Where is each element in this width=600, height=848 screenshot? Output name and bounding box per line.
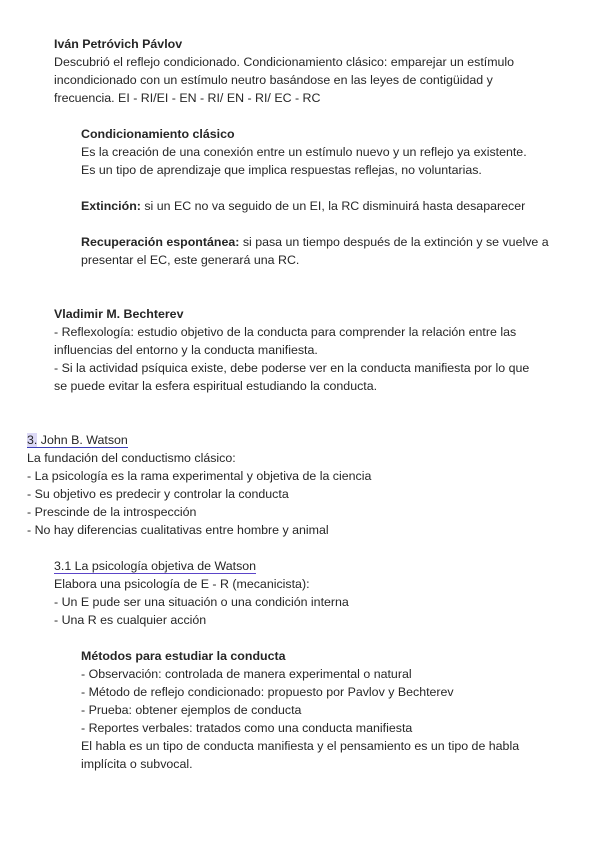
watson-line: - Su objetivo es predecir y controlar la conducta	[27, 487, 289, 501]
watson-subsection-heading: 3.1 La psicología objetiva de Watson	[54, 559, 257, 573]
extinction-paragraph	[81, 197, 525, 215]
methods-line: - Reportes verbales: tratados como una conducta manifiesta	[81, 721, 413, 735]
bechterev-heading: Vladimir M. Bechterev	[54, 307, 184, 321]
methods-line: El habla es un tipo de conducta manifiesta y el pensamiento es un tipo de habla	[81, 739, 520, 753]
recovery-text: si pasa un tiempo después de la extinción y se vuelve a	[239, 235, 549, 249]
watson-line: - No hay diferencias cualitativas entre hombre y animal	[27, 523, 329, 537]
classic-conditioning-line: Es un tipo de aprendizaje que implica respuestas reflejas, no voluntarias.	[81, 163, 482, 177]
bechterev-line: se puede evitar la esfera espiritual estudiando la conducta.	[54, 379, 378, 393]
extinction-text: si un EC no va seguido de un EI, la RC disminuirá hasta desaparecer	[140, 199, 526, 213]
methods-line: - Prueba: obtener ejemplos de conducta	[81, 703, 302, 717]
recovery-label: Recuperación espontánea:	[81, 235, 240, 249]
watson-heading	[27, 431, 371, 449]
pavlov-desc-line: Descubrió el reflejo condicionado. Condicionamiento clásico: emparejar un estímulo	[54, 55, 515, 69]
bechterev-line: - Reflexología: estudio objetivo de la conducta para comprender la relación entre las	[54, 325, 517, 339]
bechterev-section	[54, 305, 529, 395]
methods-line: implícita o subvocal.	[81, 757, 193, 771]
methods-line: - Método de reflejo condicionado: propuesto por Pavlov y Bechterev	[81, 685, 454, 699]
bechterev-line: influencias del entorno y la conducta manifiesta.	[54, 343, 318, 357]
watson-section	[27, 431, 371, 539]
classic-conditioning-section	[81, 125, 527, 179]
watson-line: La fundación del conductismo clásico:	[27, 451, 236, 465]
bechterev-line: - Si la actividad psíquica existe, debe poderse ver en la conducta manifiesta por lo que	[54, 361, 530, 375]
recovery-text-cont: presentar el EC, este generará una RC.	[81, 253, 300, 267]
methods-line: - Observación: controlada de manera experimental o natural	[81, 667, 412, 681]
extinction-label: Extinción:	[81, 199, 141, 213]
watson-line: - La psicología es la rama experimental y objetiva de la ciencia	[27, 469, 372, 483]
watson-sub-line: Elabora una psicología de E - R (mecanicista):	[54, 577, 310, 591]
watson-subsection	[54, 557, 349, 629]
watson-sub-line: - Una R es cualquier acción	[54, 613, 207, 627]
pavlov-section	[54, 35, 514, 107]
watson-sub-line: - Un E pude ser una situación o una condición interna	[54, 595, 349, 609]
classic-conditioning-heading: Condicionamiento clásico	[81, 127, 235, 141]
pavlov-desc-line: frecuencia. EI - RI/EI - EN - RI/ EN - RI/ EC - RC	[54, 91, 321, 105]
watson-heading-name: John B. Watson	[37, 433, 128, 447]
recovery-paragraph	[81, 233, 549, 269]
classic-conditioning-line: Es la creación de una conexión entre un estímulo nuevo y un reflejo ya existente.	[81, 145, 527, 159]
watson-line: - Prescinde de la introspección	[27, 505, 197, 519]
pavlov-heading: Iván Petróvich Pávlov	[54, 37, 183, 51]
methods-section	[81, 647, 519, 773]
methods-heading: Métodos para estudiar la conducta	[81, 649, 286, 663]
watson-heading-number: 3.	[27, 433, 38, 447]
pavlov-desc-line: incondicionado con un estímulo neutro basándose en las leyes de contigüidad y	[54, 73, 493, 87]
